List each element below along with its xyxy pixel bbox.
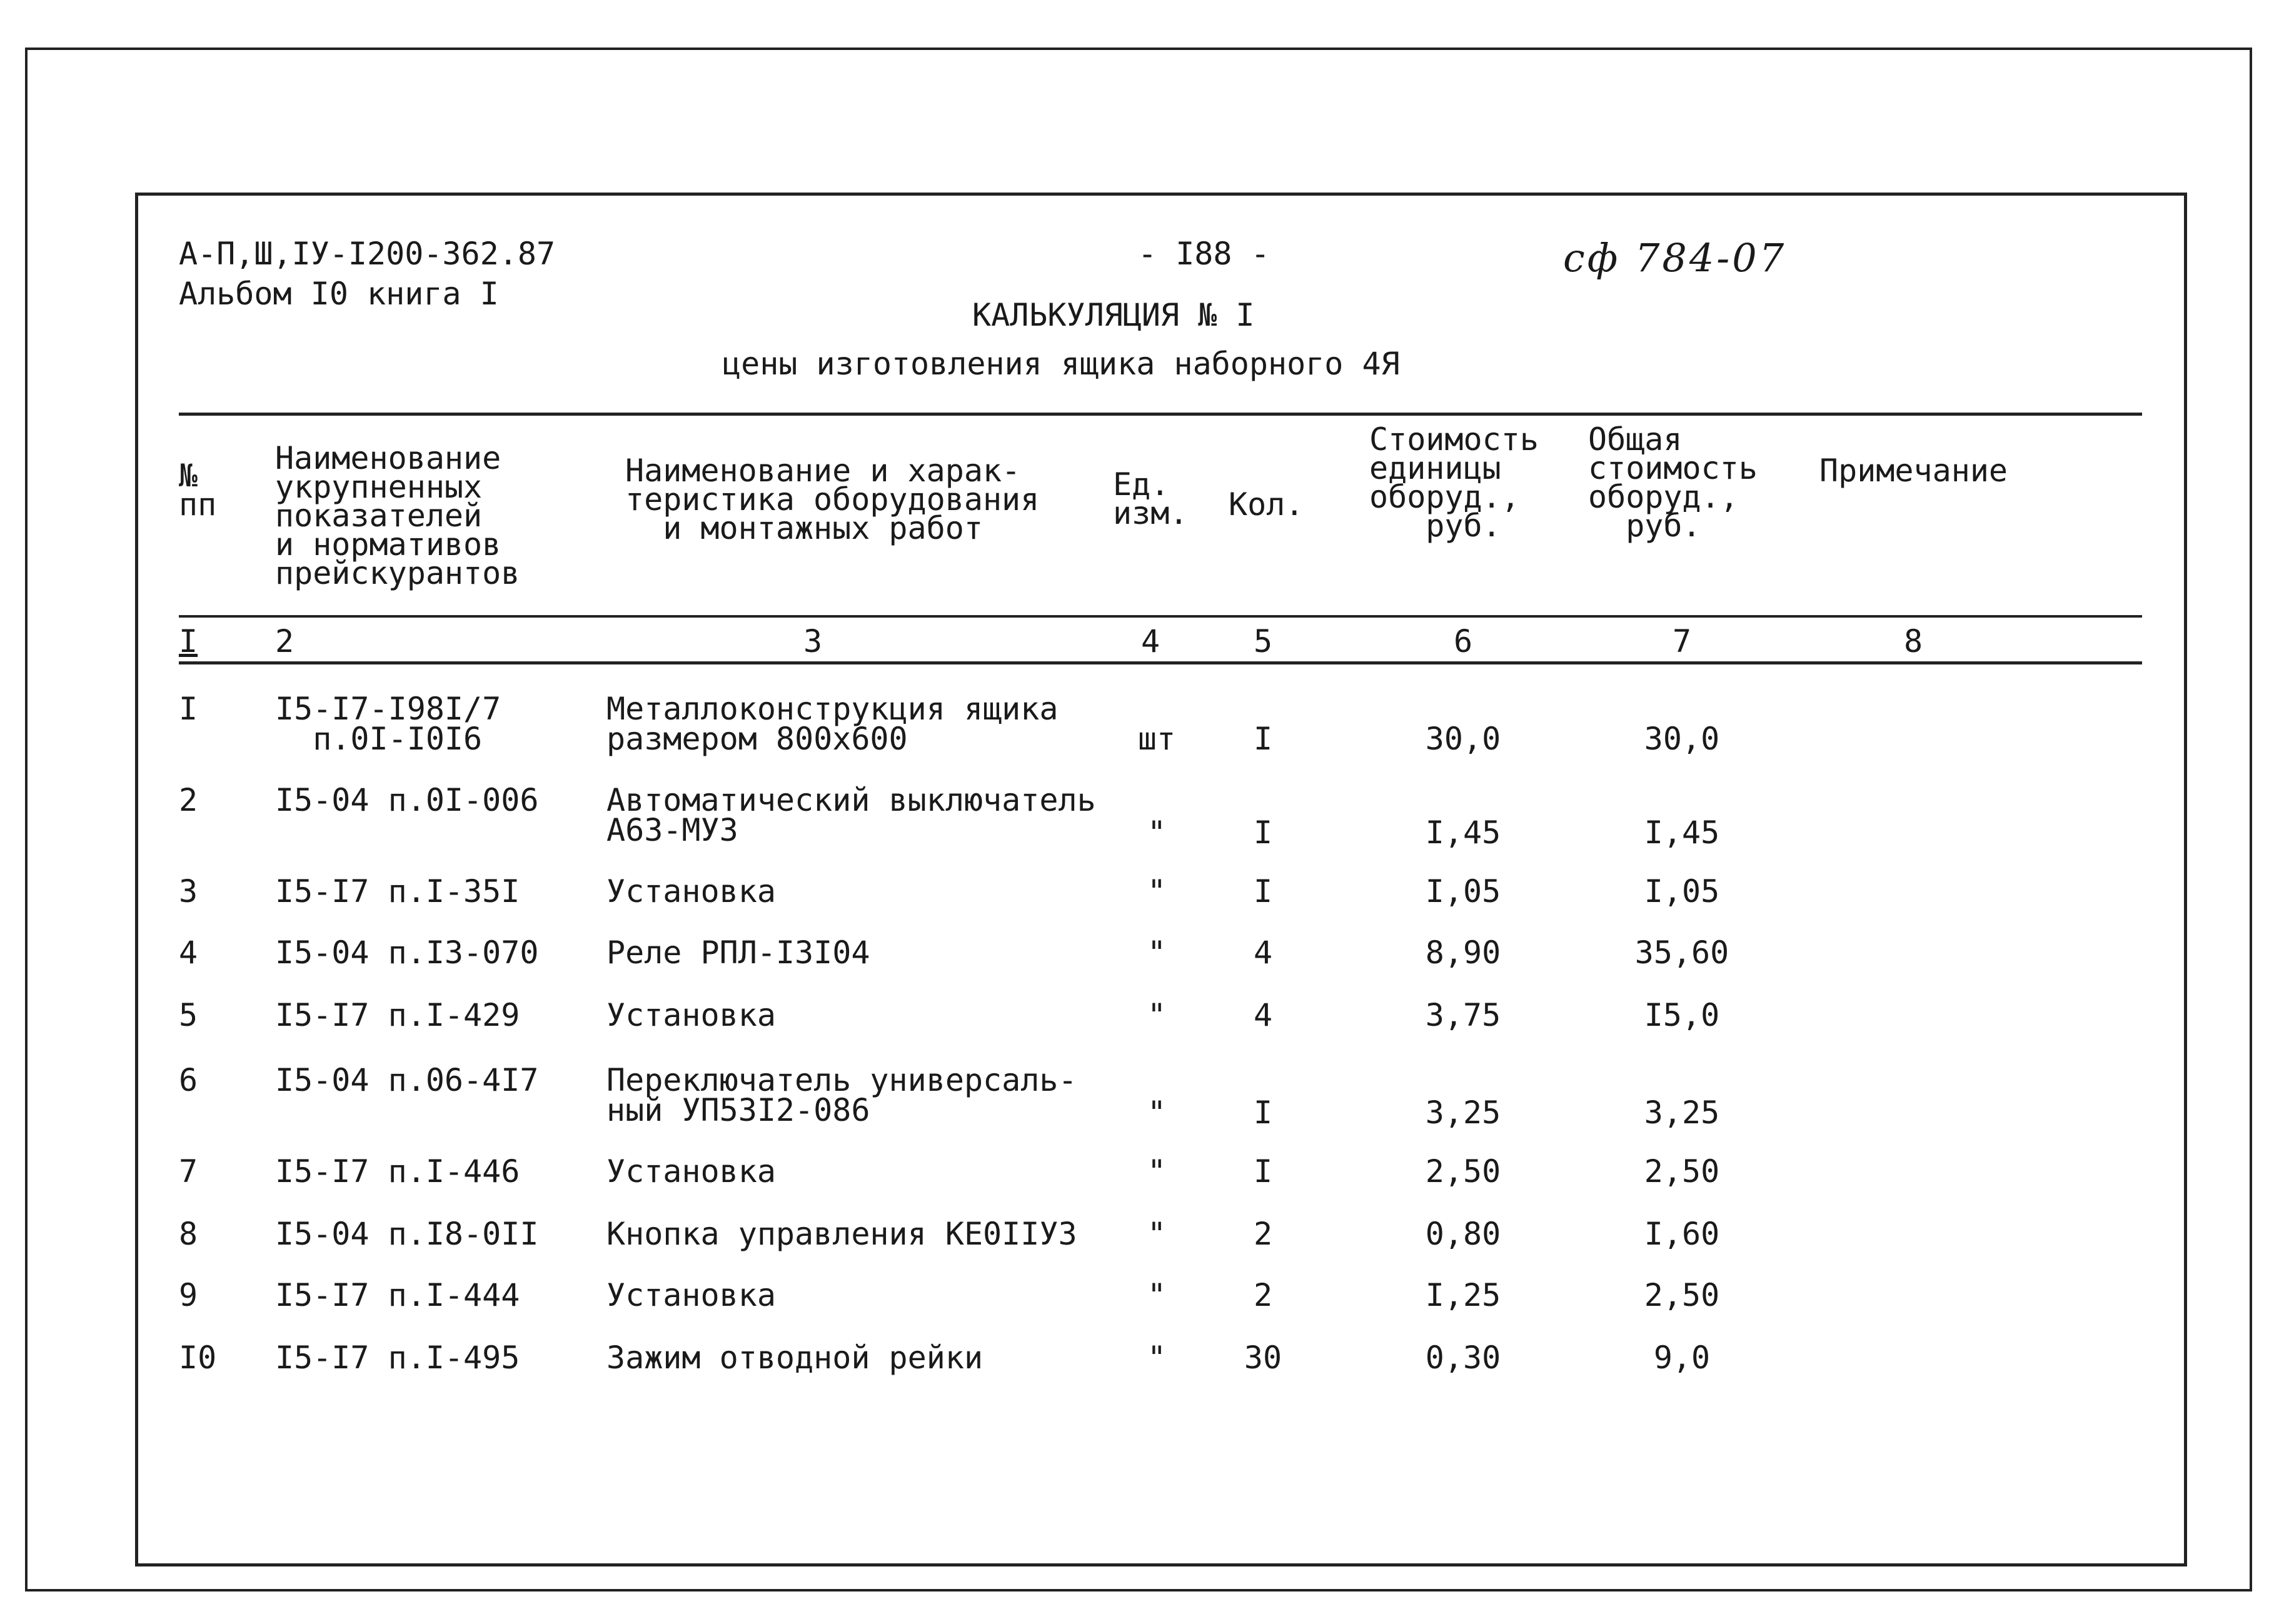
row-reference: I5-I7 п.I-35I (275, 873, 520, 910)
row-total-price: 35,60 (1634, 935, 1729, 971)
row-number: 2 (179, 782, 198, 818)
row-number: 6 (179, 1062, 198, 1098)
row-reference: I5-I7 п.I-429 (275, 997, 520, 1033)
row-unit-price: I,45 (1425, 815, 1501, 851)
column-header-5: Кол. (1229, 486, 1304, 523)
row-number: 3 (179, 873, 198, 910)
row-reference: I5-I7 п.I-495 (275, 1340, 520, 1376)
handwritten-note: сф 784-07 (1563, 235, 1787, 281)
column-header-8: Примечание (1819, 453, 2008, 489)
row-unit-price: 2,50 (1425, 1153, 1501, 1190)
row-unit-price: 3,75 (1425, 997, 1501, 1033)
row-unit: " (1147, 935, 1167, 971)
column-number-5: 5 (1253, 623, 1273, 659)
column-number-6: 6 (1453, 623, 1473, 659)
column-header-3: Наименование и харак- теристика оборудования и монтажных работ (625, 453, 1040, 546)
row-quantity: I (1253, 815, 1273, 851)
row-unit: " (1147, 1153, 1167, 1190)
row-number: I (179, 691, 198, 727)
row-unit: " (1147, 1277, 1167, 1313)
row-item-name: Установка (606, 873, 776, 910)
row-unit: шт (1137, 721, 1176, 757)
row-reference: I5-04 п.06-4I7 (275, 1062, 539, 1098)
row-item-name: Кнопка управления КЕ0IIУЗ (606, 1216, 1077, 1252)
column-numbers-rule (179, 661, 2142, 664)
row-quantity: 2 (1253, 1216, 1273, 1252)
column-number-8: 8 (1903, 623, 1923, 659)
row-unit: " (1147, 873, 1167, 910)
row-item-name: Переключатель универсаль- ный УП53I2-086 (606, 1062, 1077, 1128)
row-unit: " (1147, 1216, 1167, 1252)
page-number: - I88 - (1138, 236, 1270, 272)
column-header-7: Общая стоимость оборуд., руб. (1588, 421, 1758, 544)
row-quantity: 2 (1253, 1277, 1273, 1313)
document-code: А-П,Ш,IУ-I200-362.87 (179, 236, 556, 272)
row-total-price: I,60 (1644, 1216, 1720, 1252)
column-number-1: I (179, 623, 198, 659)
column-number-4: 4 (1140, 623, 1160, 659)
row-total-price: 9,0 (1653, 1340, 1711, 1376)
row-unit-price: 30,0 (1425, 721, 1501, 757)
row-quantity: I (1253, 1095, 1273, 1131)
row-number: 7 (179, 1153, 198, 1190)
row-reference: I5-I7-I98I/7 п.0I-I0I6 (275, 691, 501, 757)
album-info: Альбом I0 книга I (179, 276, 499, 312)
table-header-rule (179, 615, 2142, 618)
row-total-price: I,05 (1644, 873, 1720, 910)
row-unit-price: 0,30 (1425, 1340, 1501, 1376)
row-total-price: 3,25 (1644, 1095, 1720, 1131)
document-title: КАЛЬКУЛЯЦИЯ № I (972, 297, 1255, 333)
row-quantity: 4 (1253, 997, 1273, 1033)
row-item-name: Реле РПЛ-I3I04 (606, 935, 870, 971)
row-total-price: I5,0 (1644, 997, 1720, 1033)
row-number: 9 (179, 1277, 198, 1313)
row-unit: " (1147, 1340, 1167, 1376)
row-quantity: 4 (1253, 935, 1273, 971)
row-item-name: Установка (606, 1153, 776, 1190)
column-header-4: Ед. изм. (1113, 466, 1189, 531)
row-item-name: Автоматический выключатель А63-МУЗ (606, 782, 1096, 848)
row-unit-price: 8,90 (1425, 935, 1501, 971)
column-header-2: Наименование укрупненных показателей и нормативов прейскурантов (275, 440, 520, 591)
row-reference: I5-I7 п.I-446 (275, 1153, 520, 1190)
row-reference: I5-04 п.I8-0II (275, 1216, 539, 1252)
row-unit: " (1147, 815, 1167, 851)
table-top-rule (179, 413, 2142, 416)
row-total-price: 2,50 (1644, 1153, 1720, 1190)
row-unit: " (1147, 1095, 1167, 1131)
row-total-price: 30,0 (1644, 721, 1720, 757)
row-quantity: I (1253, 721, 1273, 757)
row-item-name: Установка (606, 1277, 776, 1313)
row-unit-price: 0,80 (1425, 1216, 1501, 1252)
row-total-price: 2,50 (1644, 1277, 1720, 1313)
row-item-name: Установка (606, 997, 776, 1033)
row-reference: I5-04 п.I3-070 (275, 935, 539, 971)
row-unit-price: I,05 (1425, 873, 1501, 910)
row-unit: " (1147, 997, 1167, 1033)
column-number-7: 7 (1672, 623, 1692, 659)
row-number: 4 (179, 935, 198, 971)
row-quantity: I (1253, 1153, 1273, 1190)
row-unit-price: I,25 (1425, 1277, 1501, 1313)
row-reference: I5-I7 п.I-444 (275, 1277, 520, 1313)
column-number-2: 2 (275, 623, 294, 659)
column-number-3: 3 (803, 623, 823, 659)
row-number: 5 (179, 997, 198, 1033)
row-quantity: I (1253, 873, 1273, 910)
row-number: I0 (179, 1340, 217, 1376)
row-item-name: Зажим отводной рейки (606, 1340, 984, 1376)
column-header-1: № пп (179, 458, 217, 523)
row-number: 8 (179, 1216, 198, 1252)
row-quantity: 30 (1244, 1340, 1282, 1376)
row-total-price: I,45 (1644, 815, 1720, 851)
row-item-name: Металлоконструкция ящика размером 800х600 (606, 691, 1059, 757)
row-reference: I5-04 п.0I-006 (275, 782, 539, 818)
document-subtitle: цены изготовления ящика наборного 4Я (722, 346, 1400, 382)
column-header-6: Стоимость единицы оборуд., руб. (1369, 421, 1539, 544)
row-unit-price: 3,25 (1425, 1095, 1501, 1131)
